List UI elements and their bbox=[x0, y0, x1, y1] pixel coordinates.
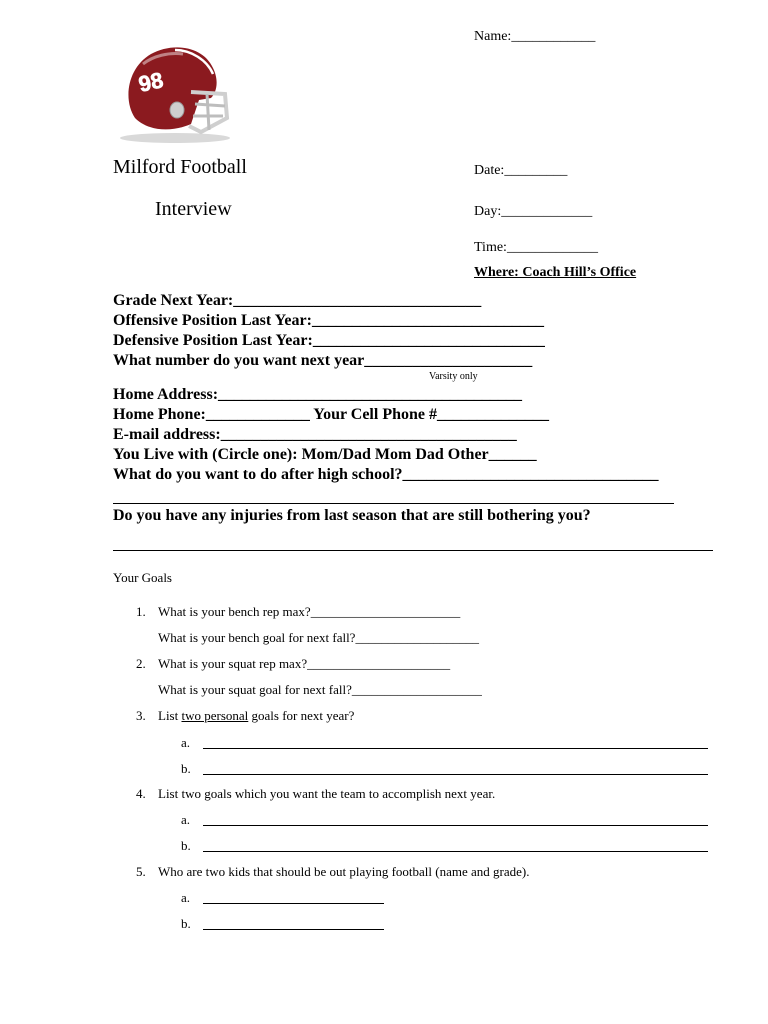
personal-goal-a-label: a. bbox=[181, 735, 191, 750]
personal-goals-question bbox=[158, 708, 354, 724]
date-field[interactable]: Date:_________ bbox=[474, 163, 568, 178]
goal-5-number: 5. bbox=[136, 864, 146, 879]
team-goal-b-line[interactable] bbox=[203, 851, 708, 852]
recruits-question: Who are two kids that should be out playing football (name and grade). bbox=[158, 864, 530, 879]
goals-heading: Your Goals bbox=[113, 570, 172, 585]
injuries-question: Do you have any injuries from last season that are still bothering you? bbox=[113, 507, 591, 524]
recruit-a-line[interactable] bbox=[203, 903, 384, 904]
defensive-position-field[interactable]: Defensive Position Last Year:_____________________________ bbox=[113, 332, 545, 349]
q3-prefix: List bbox=[158, 708, 182, 723]
goal-1-number: 1. bbox=[136, 604, 146, 619]
team-goal-b-label: b. bbox=[181, 838, 191, 853]
email-field[interactable]: E-mail address:_____________________________________ bbox=[113, 426, 517, 443]
personal-goal-a-line[interactable] bbox=[203, 748, 708, 749]
ear-hole bbox=[170, 102, 184, 118]
helmet-shadow bbox=[120, 133, 230, 143]
location-text: Where: Coach Hill’s Office bbox=[474, 265, 637, 280]
title-milford-football: Milford Football bbox=[113, 156, 247, 178]
q3-suffix: goals for next year? bbox=[248, 708, 355, 723]
day-field[interactable]: Day:_____________ bbox=[474, 204, 593, 219]
helmet-number: 98 bbox=[136, 67, 166, 97]
injuries-answer-line[interactable] bbox=[113, 550, 713, 551]
goal-2-number: 2. bbox=[136, 656, 146, 671]
live-with-field[interactable]: You Live with (Circle one): Mom/Dad Mom Dad Other______ bbox=[113, 446, 537, 463]
grade-field[interactable]: Grade Next Year:_______________________________ bbox=[113, 292, 482, 309]
squat-goal-field[interactable]: What is your squat goal for next fall?____________________ bbox=[158, 682, 482, 697]
recruit-a-label: a. bbox=[181, 890, 191, 905]
recruit-b-line[interactable] bbox=[203, 929, 384, 930]
team-goals-question: List two goals which you want the team to accomplish next year. bbox=[158, 786, 496, 801]
jersey-number-field[interactable]: What number do you want next year_____________________ bbox=[113, 352, 533, 369]
time-field[interactable]: Time:_____________ bbox=[474, 240, 598, 255]
after-high-school-field[interactable]: What do you want to do after high school?________________________________ bbox=[113, 466, 659, 483]
recruit-b-label: b. bbox=[181, 916, 191, 931]
q3-emphasis: two personal bbox=[181, 708, 249, 723]
squat-max-field[interactable]: What is your squat rep max?______________________ bbox=[158, 656, 451, 671]
football-helmet-logo bbox=[113, 40, 238, 145]
team-goal-a-label: a. bbox=[181, 812, 191, 827]
name-field[interactable]: Name:____________ bbox=[474, 29, 596, 44]
varsity-note: Varsity only bbox=[429, 371, 478, 382]
phone-field[interactable]: Home Phone:_____________ Your Cell Phone #______________ bbox=[113, 406, 549, 423]
title-interview: Interview bbox=[155, 198, 232, 220]
goal-3-number: 3. bbox=[136, 708, 146, 723]
offensive-position-field[interactable]: Offensive Position Last Year:_____________________________ bbox=[113, 312, 544, 329]
goal-4-number: 4. bbox=[136, 786, 146, 801]
team-goal-a-line[interactable] bbox=[203, 825, 708, 826]
bench-max-field[interactable]: What is your bench rep max?_______________________ bbox=[158, 604, 461, 619]
home-address-field[interactable]: Home Address:______________________________________ bbox=[113, 386, 523, 403]
personal-goal-b-line[interactable] bbox=[203, 774, 708, 775]
bench-goal-field[interactable]: What is your bench goal for next fall?___________________ bbox=[158, 630, 479, 645]
personal-goal-b-label: b. bbox=[181, 761, 191, 776]
after-high-school-line[interactable] bbox=[113, 503, 674, 504]
